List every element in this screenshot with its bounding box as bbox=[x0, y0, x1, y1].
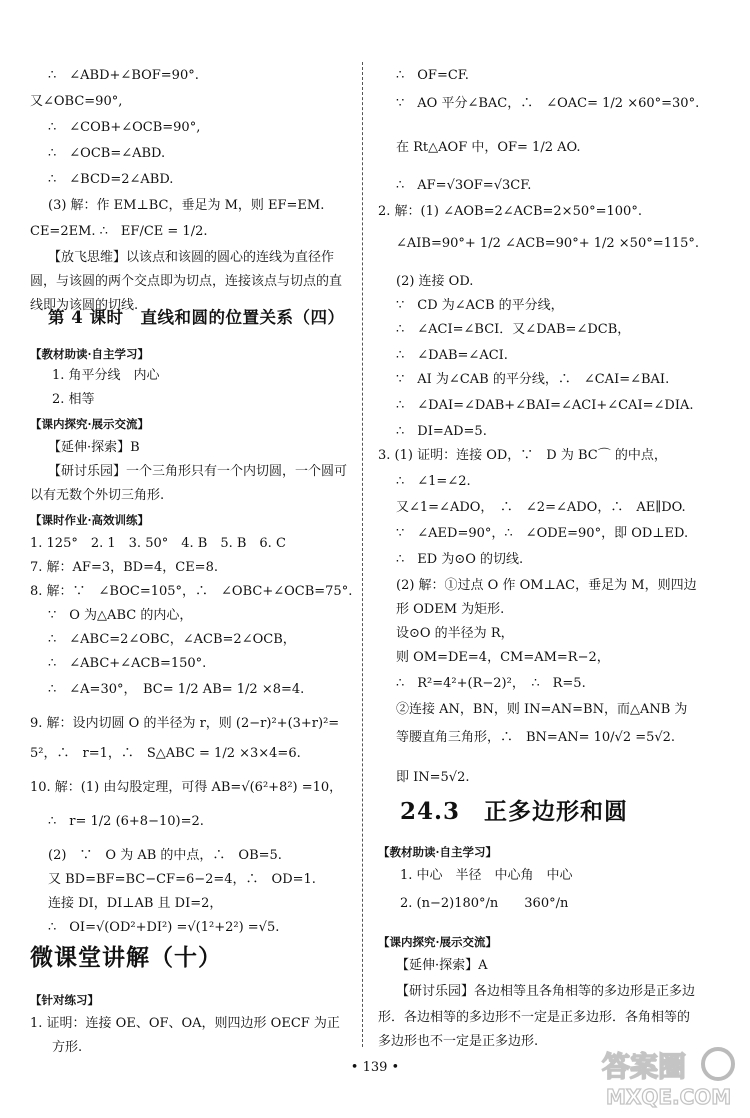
text-line: 设⊙O 的半径为 R， bbox=[396, 626, 514, 641]
text-line: 1. 125° 2. 1 3. 50° 4. B 5. B 6. C bbox=[30, 536, 286, 551]
text-line: 又∠OBC=90°, bbox=[30, 94, 123, 109]
section-label: 【针对练习】 bbox=[30, 993, 99, 1007]
text-line: (2) 连接 OD. bbox=[396, 274, 474, 289]
page-number: • 139 • bbox=[350, 1060, 400, 1075]
column-divider bbox=[362, 62, 363, 1047]
text-line: 5²，∴ r=1，∴ S△ABC = 1/2 ×3×4=6. bbox=[30, 746, 301, 761]
text-line: ∴ DI=AD=5. bbox=[396, 424, 487, 439]
text-line: 又∠1=∠ADO， ∴ ∠2=∠ADO，∴ AE∥DO. bbox=[396, 500, 686, 515]
text-line: CE=2EM. ∴ EF/CE = 1/2. bbox=[30, 224, 208, 239]
text-line: 多边形也不一定是正多边形. bbox=[378, 1034, 539, 1049]
text-line: (3) 解：作 EM⊥BC，垂足为 M，则 EF=EM. bbox=[48, 198, 325, 213]
text-line: ∵ ∠AED=90°，∴ ∠ODE=90°，即 OD⊥ED. bbox=[396, 526, 689, 541]
text-line: 方形. bbox=[52, 1040, 83, 1055]
text-line: 【延伸·探索】B bbox=[48, 440, 140, 455]
text-line: ∴ ED 为⊙O 的切线. bbox=[396, 552, 524, 567]
text-line: 形．各边相等的多边形不一定是正多边形．各角相等的 bbox=[378, 1010, 691, 1025]
text-line: 在 Rt△AOF 中，OF= 1/2 AO. bbox=[396, 140, 581, 155]
text-line: 则 OM=DE=4，CM=AM=R−2， bbox=[396, 650, 610, 665]
text-line: (2) 解：①过点 O 作 OM⊥AC，垂足为 M，则四边 bbox=[396, 578, 697, 593]
text-line: 10. 解：(1) 由勾股定理，可得 AB=√(6²+8²) =10， bbox=[30, 780, 343, 795]
text-line: 即 IN=5√2. bbox=[396, 770, 470, 785]
section-title: 24.3 正多边形和圆 bbox=[400, 798, 629, 825]
text-line: 2. (n−2)180°/n 360°/n bbox=[400, 896, 569, 911]
svg-text:MXQE.COM: MXQE.COM bbox=[606, 1085, 732, 1109]
lesson-title: 第 4 课时 直线和圆的位置关系（四） bbox=[48, 308, 345, 327]
text-line: ∴ ∠DAI=∠DAB+∠BAI=∠ACI+∠CAI=∠DIA. bbox=[396, 398, 694, 413]
text-line: ②连接 AN，BN，则 IN=AN=BN，而△ANB 为 bbox=[396, 702, 688, 717]
text-line: 【延伸·探索】A bbox=[396, 958, 488, 973]
section-label: 【课内探究·展示交流】 bbox=[378, 935, 498, 949]
text-line: 【放飞思维】以该点和该圆的圆心的连线为直径作 bbox=[48, 250, 335, 265]
text-line: ∴ ∠A=30°， BC= 1/2 AB= 1/2 ×8=4. bbox=[48, 682, 305, 697]
text-line: ∴ ∠ABD+∠BOF=90°. bbox=[48, 68, 199, 83]
text-line: 连接 DI，DI⊥AB 且 DI=2， bbox=[48, 896, 223, 911]
text-line: 线即为该圆的切线. bbox=[30, 298, 139, 313]
text-line: ∵ AI 为∠CAB 的平分线，∴ ∠CAI=∠BAI. bbox=[396, 372, 670, 387]
text-line: 2. 相等 bbox=[52, 392, 95, 407]
text-line: ∴ R²=4²+(R−2)²， ∴ R=5. bbox=[396, 676, 586, 691]
text-line: ∵ AO 平分∠BAC，∴ ∠OAC= 1/2 ×60°=30°. bbox=[396, 96, 700, 111]
text-line: 1. 中心 半径 中心角 中心 bbox=[400, 868, 573, 883]
text-line: 2. 解：(1) ∠AOB=2∠ACB=2×50°=100°. bbox=[378, 204, 642, 219]
svg-text:答案圈: 答案圈 bbox=[602, 1050, 687, 1083]
text-line: 又 BD=BF=BC−CF=6−2=4，∴ OD=1. bbox=[48, 872, 316, 887]
section-title: 微课堂讲解（十） bbox=[30, 944, 222, 971]
text-line: ∴ AF=√3OF=√3CF. bbox=[396, 178, 532, 193]
text-line: ∴ ∠DAB=∠ACI. bbox=[396, 348, 508, 363]
text-line: ∵ O 为△ABC 的内心， bbox=[48, 608, 193, 623]
text-line: (2) ∵ O 为 AB 的中点，∴ OB=5. bbox=[48, 848, 282, 863]
text-line: 1. 角平分线 内心 bbox=[52, 368, 160, 383]
section-label: 【课时作业·高效训练】 bbox=[30, 513, 150, 527]
text-line: ∴ ∠1=∠2. bbox=[396, 474, 471, 489]
text-line: 以有无数个外切三角形. bbox=[30, 488, 165, 503]
text-line: ∴ ∠COB+∠OCB=90°, bbox=[48, 120, 201, 135]
section-label: 【课内探究·展示交流】 bbox=[30, 417, 150, 431]
section-label: 【教材助读·自主学习】 bbox=[30, 347, 150, 361]
text-line: ∴ r= 1/2 (6+8−10)=2. bbox=[48, 814, 204, 829]
text-line: ∠AIB=90°+ 1/2 ∠ACB=90°+ 1/2 ×50°=115°. bbox=[396, 236, 700, 251]
text-line: ∴ ∠BCD=2∠ABD. bbox=[48, 172, 174, 187]
text-line: 9. 解：设内切圆 O 的半径为 r，则 (2−r)²+(3+r)²= bbox=[30, 716, 340, 731]
watermark-logo bbox=[600, 1042, 740, 1112]
text-line: 形 ODEM 为矩形. bbox=[396, 602, 505, 617]
text-line: 8. 解：∵ ∠BOC=105°，∴ ∠OBC+∠OCB=75°. bbox=[30, 584, 353, 599]
text-line: 3. (1) 证明：连接 OD，∵ D 为 BC⌒ 的中点， bbox=[378, 448, 667, 463]
text-line: 圆，与该圆的两个交点即为切点，连接该点与切点的直 bbox=[30, 274, 343, 289]
text-line: 【研讨乐园】一个三角形只有一个内切圆，一个圆可 bbox=[48, 464, 348, 479]
text-line: ∴ ∠ABC=2∠OBC，∠ACB=2∠OCB， bbox=[48, 632, 296, 647]
section-label: 【教材助读·自主学习】 bbox=[378, 845, 498, 859]
text-line: ∴ ∠ABC+∠ACB=150°. bbox=[48, 656, 207, 671]
text-line: ∴ ∠ACI=∠BCI．又∠DAB=∠DCB， bbox=[396, 322, 631, 337]
text-line: 1. 证明：连接 OE、OF、OA，则四边形 OECF 为正 bbox=[30, 1016, 340, 1031]
text-line: ∴ OI=√(OD²+DI²) =√(1²+2²) =√5. bbox=[48, 920, 280, 935]
text-line: ∵ CD 为∠ACB 的平分线， bbox=[396, 298, 564, 313]
text-line: ∴ OF=CF. bbox=[396, 68, 469, 83]
text-line: 7. 解：AF=3，BD=4，CE=8. bbox=[30, 560, 218, 575]
text-line: 【研讨乐园】各边相等且各角相等的多边形是正多边 bbox=[396, 984, 696, 999]
text-line: ∴ ∠OCB=∠ABD. bbox=[48, 146, 166, 161]
text-line: 等腰直角三角形，∴ BN=AN= 10/√2 =5√2. bbox=[396, 730, 676, 745]
